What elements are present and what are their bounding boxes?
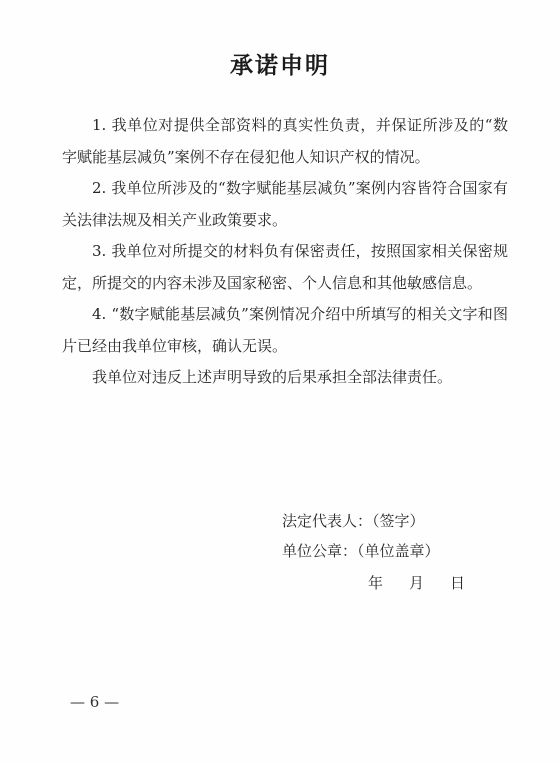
page-number: — 6 —: [70, 693, 120, 711]
date-day-label: 日: [450, 574, 466, 592]
paragraph-4: 4. “数字赋能基层减负”案例情况介绍中所填写的相关文字和图片已经由我单位审核，确认无误。: [62, 305, 508, 355]
unit-seal-line: 单位公章：（单位盖章）: [282, 542, 440, 560]
paragraph-2: 2. 我单位所涉及的“数字赋能基层减负”案例内容皆符合国家有关法律法规及相关产业政策要求。: [62, 179, 508, 229]
signature-date: [368, 572, 465, 593]
paragraph-3: 3. 我单位对所提交的材料负有保密责任，按照国家相关保密规定，所提交的内容未涉及国家秘密、个人信息和其他敏感信息。: [62, 242, 508, 292]
document-body: [62, 110, 508, 394]
date-year-label: 年: [368, 574, 384, 592]
paragraph-5: 我单位对违反上述声明导致的后果承担全部法律责任。: [92, 368, 453, 386]
paragraph-1: 1. 我单位对提供全部资料的真实性负责，并保证所涉及的“数字赋能基层减负”案例不存在侵犯他人知识产权的情况。: [62, 116, 508, 166]
document-title: 承诺申明: [230, 52, 330, 79]
legal-representative-signature: 法定代表人：（签字）: [282, 512, 425, 530]
date-month-label: 月: [409, 574, 425, 592]
